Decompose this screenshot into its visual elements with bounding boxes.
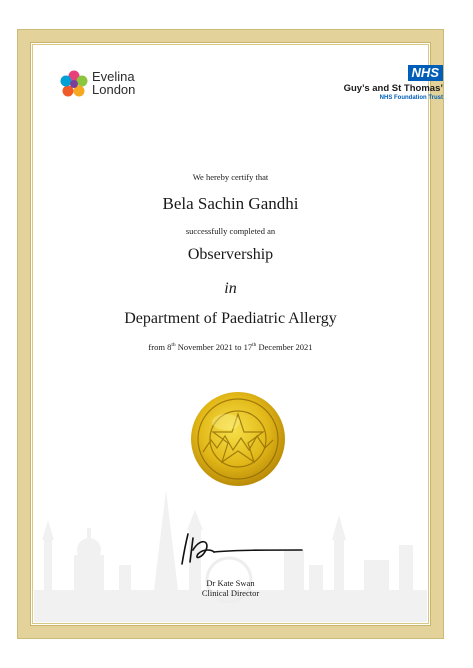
completed-text: successfully completed an (185, 226, 276, 236)
intro-text: We hereby certify that (192, 172, 269, 182)
signatory-name: Dr Kate Swan (206, 578, 255, 588)
trust-name: Guy’s and St Thomas’ (343, 83, 443, 94)
program-title: Observership (187, 246, 274, 263)
in-word: in (224, 280, 237, 297)
department-name: Department of Paediatric Allergy (124, 310, 337, 327)
signatory-block (32, 578, 429, 598)
gold-hologram-seal (191, 392, 285, 486)
logo-line1: Evelina (92, 69, 135, 84)
signatory-role: Clinical Director (201, 588, 260, 598)
recipient-name: Bela Sachin Gandhi (162, 194, 299, 213)
date-range: from 8th November 2021 to 17th December 2021 (148, 342, 313, 352)
logo-line2: London (92, 82, 136, 97)
nhs-trust-logo (344, 64, 443, 101)
evelina-london-logo (58, 66, 148, 102)
trust-subtitle: NHS Foundation Trust (379, 95, 443, 101)
seal-pattern-icon (191, 392, 285, 486)
nhs-badge: NHS (408, 65, 443, 81)
flower-logo-icon (58, 68, 90, 100)
director-signature (176, 528, 306, 568)
